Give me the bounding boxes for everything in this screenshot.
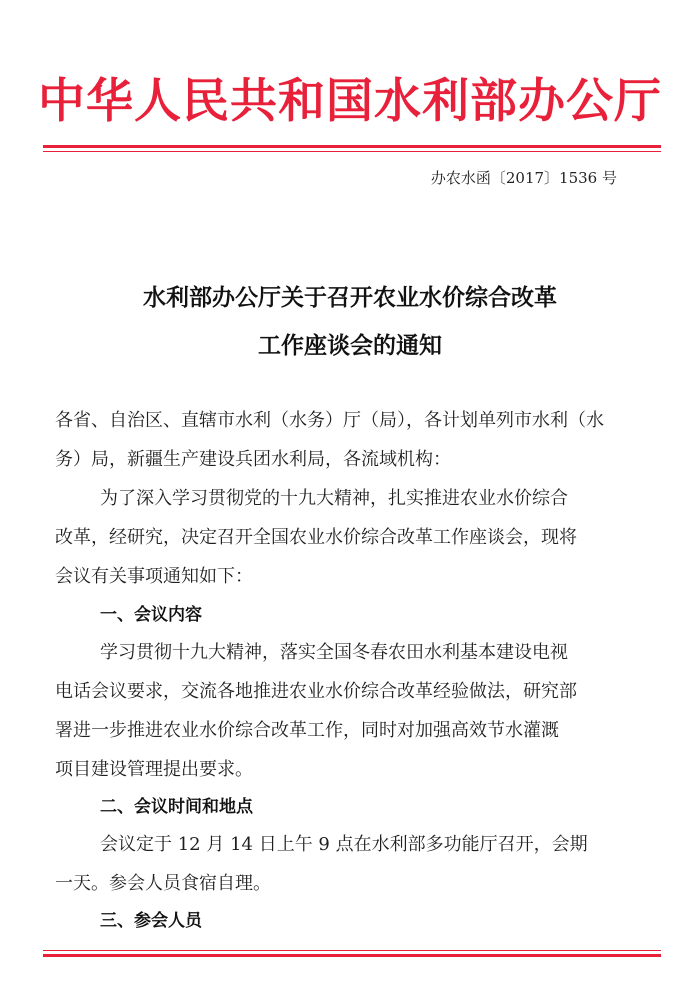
section-3-heading: 三、参会人员 <box>100 911 202 931</box>
section-1-line-4: 项目建设管理提出要求。 <box>55 759 253 780</box>
section-1-heading: 一、会议内容 <box>100 605 202 625</box>
section-1-line-1: 学习贯彻十九大精神，落实全国冬春农田水利基本建设电视 <box>100 642 568 663</box>
document-title-line-2: 工作座谈会的通知 <box>258 333 442 359</box>
section-2-heading: 二、会议时间和地点 <box>100 797 253 817</box>
recipients-line-1: 各省、自治区、直辖市水利（水务）厅（局），各计划单列市水利（水 <box>55 410 604 431</box>
section-1-line-2: 电话会议要求，交流各地推进农业水价综合改革经验做法，研究部 <box>55 681 577 702</box>
section-2-line-2: 一天。参会人员食宿自理。 <box>55 873 271 894</box>
footer-red-rule-thin <box>43 950 661 951</box>
intro-line-1: 为了深入学习贯彻党的十九大精神，扎实推进农业水价综合 <box>100 488 568 509</box>
section-1-line-3: 署进一步推进农业水价综合改革工作，同时对加强高效节水灌溉 <box>55 720 559 741</box>
issuing-organization-header: 中华人民共和国水利部办公厅 <box>38 74 662 129</box>
document-number: 办农水函〔2017〕1536 号 <box>430 169 617 187</box>
document-title-line-1: 水利部办公厅关于召开农业水价综合改革 <box>143 285 557 311</box>
intro-line-2: 改革，经研究，决定召开全国农业水价综合改革工作座谈会，现将 <box>55 527 577 548</box>
header-red-rule-thin <box>43 151 661 152</box>
footer-red-rule-thick <box>43 954 661 957</box>
header-red-rule-thick <box>43 145 661 148</box>
recipients-line-2: 务）局，新疆生产建设兵团水利局，各流域机构： <box>55 449 451 470</box>
section-2-line-1: 会议定于 12 月 14 日上午 9 点在水利部多功能厅召开，会期 <box>100 834 588 855</box>
intro-line-3: 会议有关事项通知如下： <box>55 566 253 587</box>
